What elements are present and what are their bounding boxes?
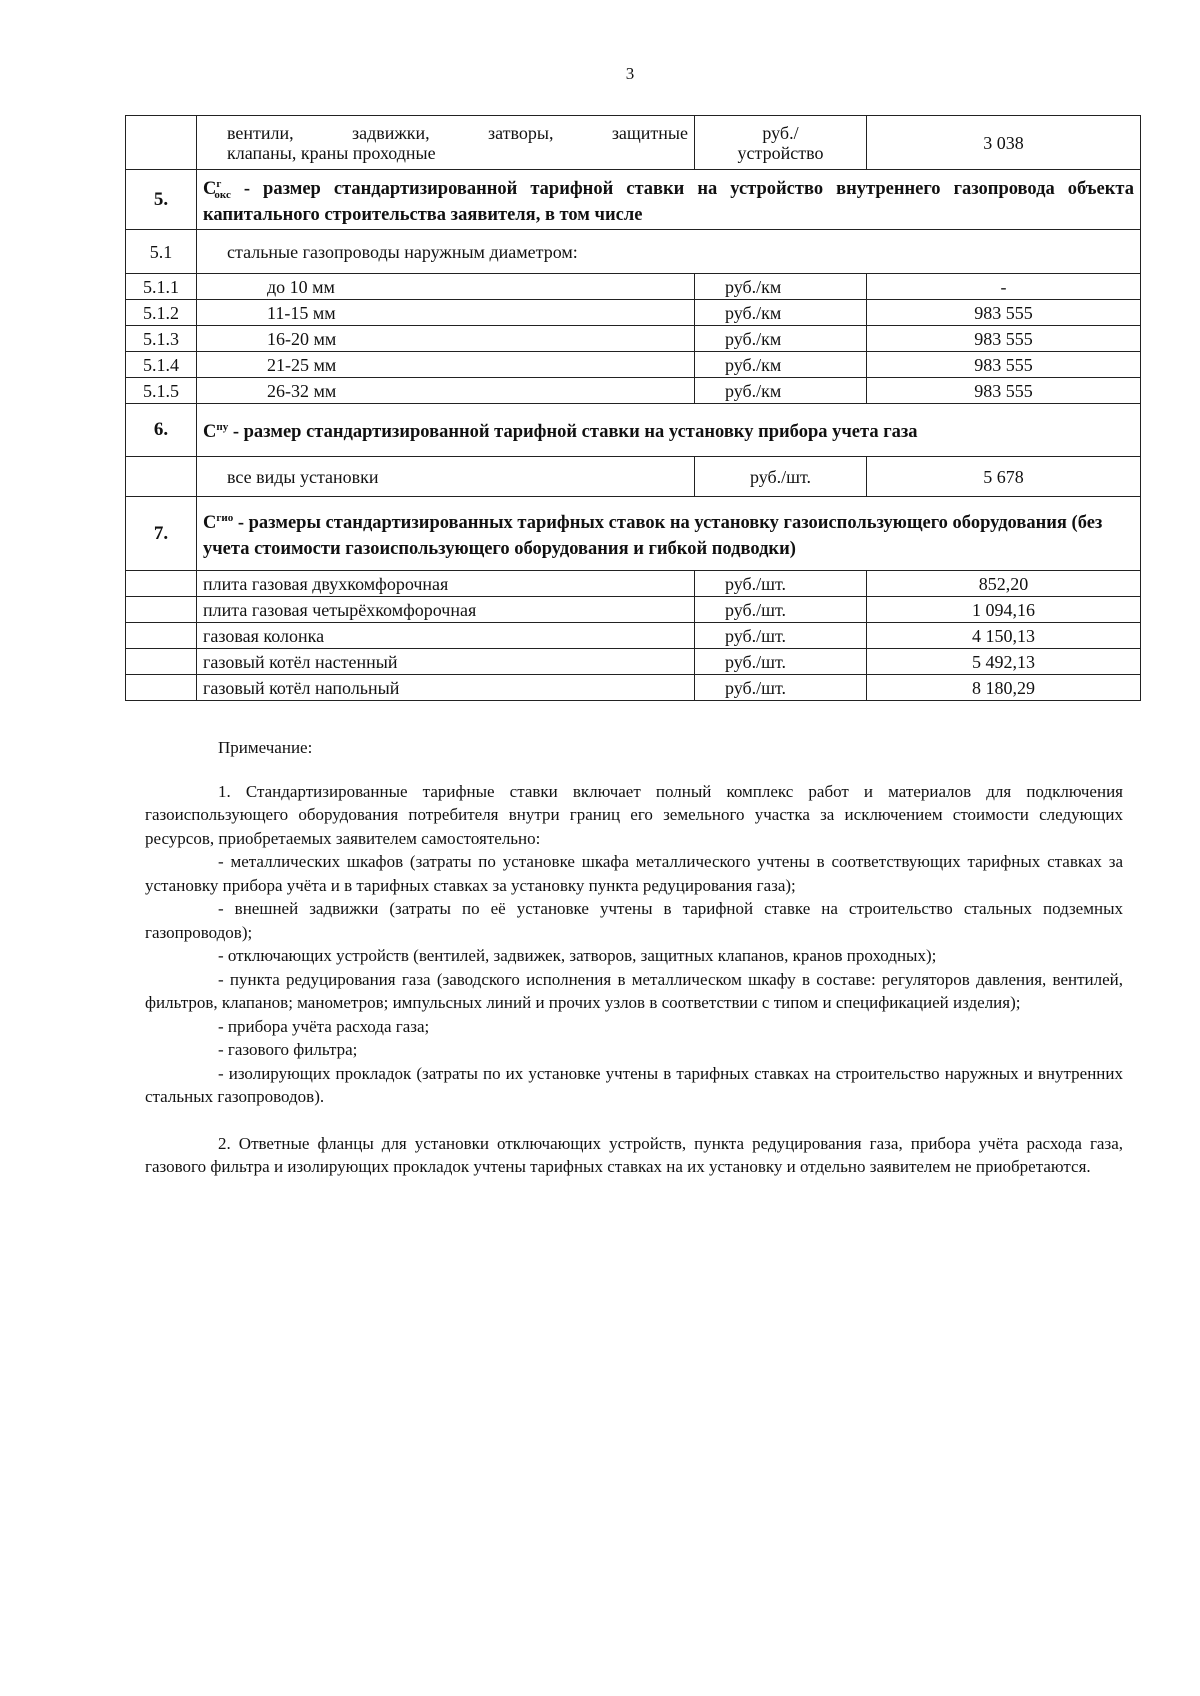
row-number: 5.1.2 [126, 300, 197, 326]
symbol: С [203, 513, 217, 534]
section-number: 6. [126, 404, 197, 457]
table-row [126, 597, 1141, 623]
note-paragraph-1: 1. Стандартизированные тарифные ставки включает полный комплекс работ и материалов для подключения газоиспользующего оборудования потребителя внутри границ его земельного участка за исключением стоимости следующих ресурсов, приобретаемых заявителем самостоятельно: [145, 781, 1123, 848]
note-list-item: - прибора учёта расхода газа; [218, 1016, 430, 1036]
note-paragraph-2: 2. Ответные фланцы для установки отключающих устройств, пункта редуцирования газа, прибора учёта расхода газа, газового фильтра и изолирующих прокладок учтены тарифных ставках на их установку и отдельно заявителем не приобретаются. [145, 1133, 1123, 1176]
notes [145, 736, 1123, 1179]
table-row [126, 457, 1141, 497]
row-unit: руб./шт. [695, 457, 867, 497]
symbol-sup: гио [216, 511, 234, 524]
table-row [126, 300, 1141, 326]
row-number: 5.1 [126, 230, 197, 274]
row-number: 5.1.3 [126, 326, 197, 352]
row-unit: руб./км [695, 326, 867, 352]
note-list-item: - металлических шкафов (затраты по установке шкафа металлического учтены в соответствующих тарифных ставках за установку прибора учёта и в тарифных ставках за установку пункта редуцирования газа); [145, 852, 1123, 895]
table-row [126, 274, 1141, 300]
section-text: - размеры стандартизированных тарифных ставок на установку газоиспользующего оборудования (без учета стоимости газоиспользующего оборудования и гибкой подводки) [203, 513, 1103, 560]
row-value: 1 094,16 [867, 597, 1141, 623]
row-number: 5.1.5 [126, 378, 197, 404]
row-description: 21-25 мм [197, 352, 695, 378]
section-row [126, 497, 1141, 571]
row-value: 852,20 [867, 571, 1141, 597]
page-number: 3 [625, 64, 635, 83]
section-title [197, 170, 1141, 230]
row-value: - [867, 274, 1141, 300]
row-value: 8 180,29 [867, 675, 1141, 701]
section-row [126, 404, 1141, 457]
row-description: до 10 мм [197, 274, 695, 300]
table-row [126, 649, 1141, 675]
table-row [126, 230, 1141, 274]
unit-line: устройство [737, 142, 824, 163]
row-description: 11-15 мм [197, 300, 695, 326]
row-description: газовая колонка [197, 623, 695, 649]
section-text: - размер стандартизированной тарифной ставки на установку прибора учета газа [228, 422, 918, 443]
table-row [126, 571, 1141, 597]
table-row [126, 623, 1141, 649]
note-list-item: - пункта редуцирования газа (заводского исполнения в металлическом шкафу в составе: регуляторов давления, вентилей, фильтров, клапанов; манометров; импульсных линий и прочих узлов в соответствии с типом и спецификацией изделия); [145, 969, 1123, 1012]
notes-heading: Примечание: [218, 738, 313, 757]
note-list-item: - изолирующих прокладок (затраты по их установке учтены в тарифных ставках на строительство наружных и внутренних стальных газопроводов). [145, 1063, 1123, 1106]
symbol-sup: пу [216, 421, 229, 434]
section-title [197, 404, 1141, 457]
row-unit [695, 116, 867, 170]
tariff-table [125, 115, 1141, 701]
row-value: 983 555 [867, 326, 1141, 352]
row-value: 983 555 [867, 300, 1141, 326]
row-unit: руб./шт. [695, 675, 867, 701]
row-description: 16-20 мм [197, 326, 695, 352]
row-number: 5.1.1 [126, 274, 197, 300]
row-unit: руб./шт. [695, 571, 867, 597]
row-unit: руб./шт. [695, 649, 867, 675]
row-unit: руб./км [695, 274, 867, 300]
row-value: 983 555 [867, 378, 1141, 404]
section-title [197, 497, 1141, 571]
row-unit: руб./шт. [695, 597, 867, 623]
note-list-item: - внешней задвижки (затраты по её установке учтены в тарифной ставке на строительство стальных подземных газопроводов); [145, 899, 1123, 942]
symbol: С [203, 178, 217, 199]
note-list-item: - газового фильтра; [218, 1040, 358, 1059]
row-value: 5 678 [867, 457, 1141, 497]
row-description: все виды установки [197, 457, 695, 497]
row-value: 4 150,13 [867, 623, 1141, 649]
row-number: 5.1.4 [126, 352, 197, 378]
row-description: газовый котёл настенный [197, 649, 695, 675]
row-unit: руб./шт. [695, 623, 867, 649]
note-list-item: - отключающих устройств (вентилей, задвижек, затворов, защитных клапанов, кранов проходных); [218, 946, 937, 965]
table-row [126, 378, 1141, 404]
row-description: газовый котёл напольный [197, 675, 695, 701]
table-row [126, 326, 1141, 352]
section-number: 7. [126, 497, 197, 571]
table-row [126, 675, 1141, 701]
section-row [126, 170, 1141, 230]
row-description [197, 116, 695, 170]
row-unit: руб./км [695, 378, 867, 404]
row-value: 5 492,13 [867, 649, 1141, 675]
table-row [126, 352, 1141, 378]
row-description: стальные газопроводы наружным диаметром: [197, 230, 1141, 274]
unit-line: руб./ [762, 122, 799, 143]
symbol-sup: г [216, 177, 222, 190]
row-description: плита газовая четырёхкомфорочная [197, 597, 695, 623]
desc-line: клапаны, краны проходные [227, 142, 436, 163]
row-value: 3 038 [867, 116, 1141, 170]
section-number: 5. [126, 170, 197, 230]
row-description: 26-32 мм [197, 378, 695, 404]
table-row [126, 116, 1141, 170]
section-text: - размер стандартизированной тарифной ставки на устройство внутреннего газопровода объекта капитального строительства заявителя, в том числе [203, 178, 1134, 226]
symbol-sub: окс [214, 189, 231, 202]
row-value: 983 555 [867, 352, 1141, 378]
desc-line: вентили, задвижки, затворы, защитные [227, 122, 688, 143]
row-description: плита газовая двухкомфорочная [197, 571, 695, 597]
symbol: С [203, 422, 217, 443]
row-unit: руб./км [695, 300, 867, 326]
row-unit: руб./км [695, 352, 867, 378]
